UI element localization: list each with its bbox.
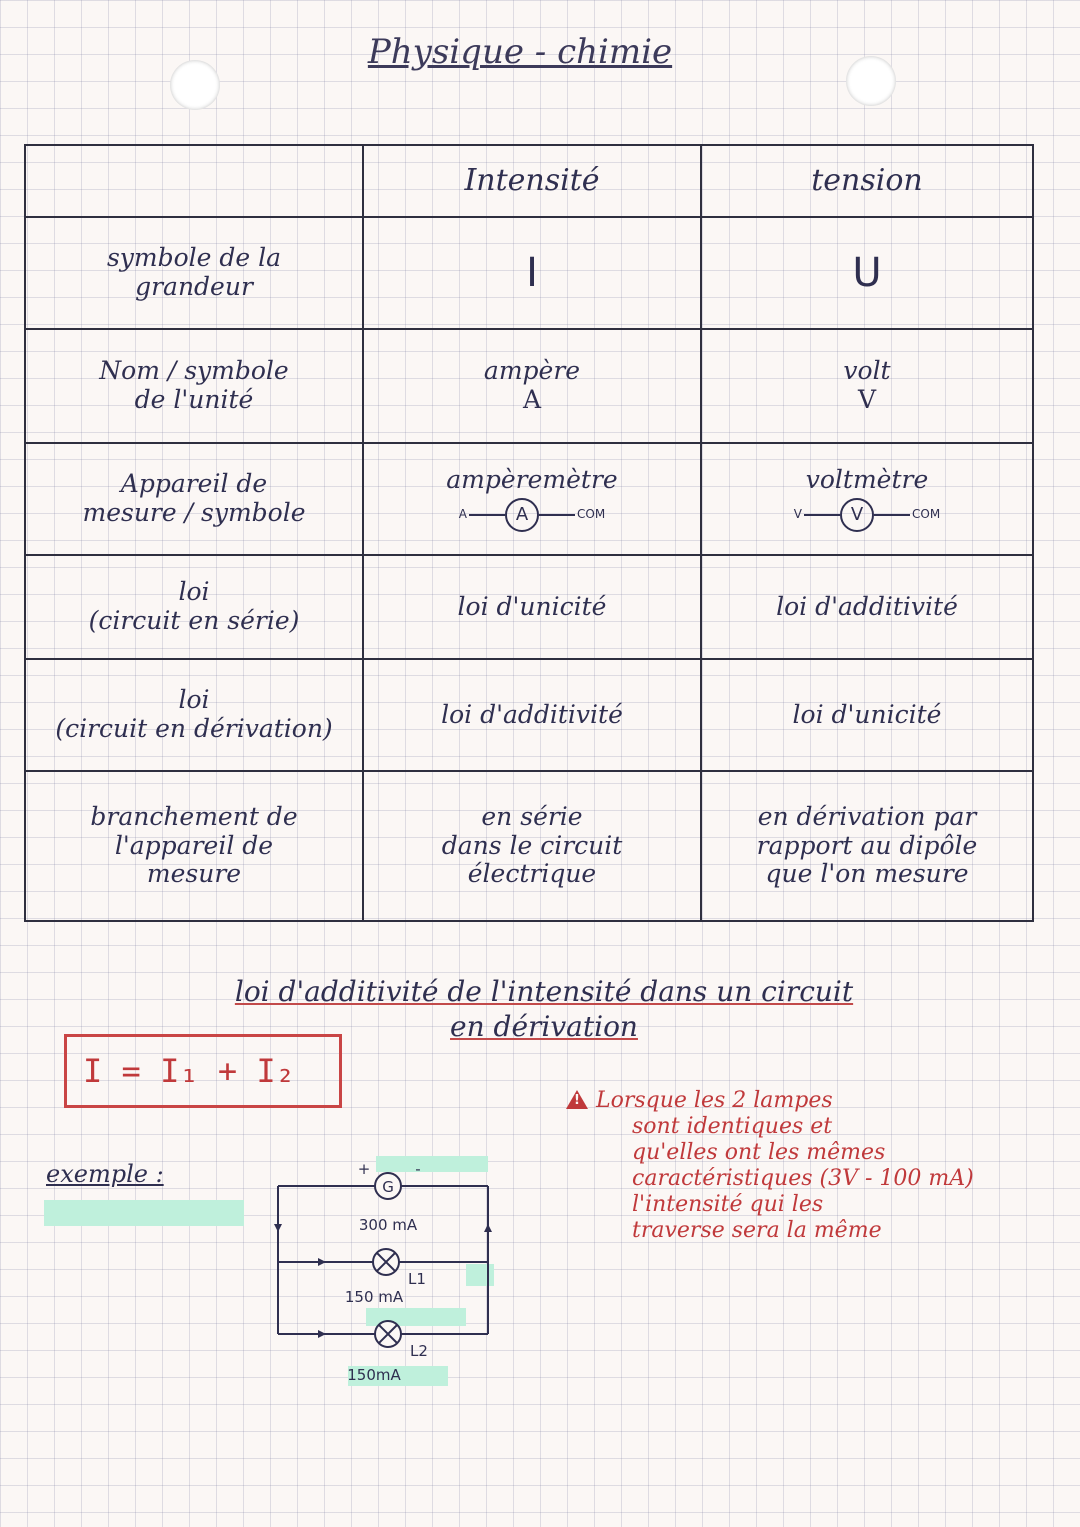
- ammeter-symbol: [457, 498, 607, 532]
- highlight-mark: [44, 1200, 244, 1226]
- cell-tension: [701, 443, 1033, 555]
- terminal-label: COM: [912, 507, 941, 522]
- row-label-line: loi: [178, 685, 210, 715]
- table-header-row: [25, 145, 1033, 217]
- law-heading-line: en dérivation: [450, 1010, 638, 1043]
- punch-hole-right: [846, 56, 896, 106]
- wire: [469, 514, 505, 516]
- lamp1-label: L1: [408, 1270, 426, 1288]
- arrow-icon: [484, 1224, 492, 1232]
- ammeter-icon: A: [505, 498, 539, 532]
- current-total-label: 300 mA: [358, 1216, 418, 1234]
- punch-hole-left: [170, 60, 220, 110]
- voltmeter-symbol: [792, 498, 942, 532]
- generator-label: G: [382, 1178, 394, 1196]
- voltmeter-icon: V: [840, 498, 874, 532]
- example-label: exemple :: [46, 1160, 164, 1188]
- row-label-line: l'appareil de: [114, 830, 274, 860]
- table-header-intensite: Intensité: [363, 145, 701, 217]
- cell-tension: [701, 329, 1033, 443]
- wire: [804, 514, 840, 516]
- row-label: [25, 771, 363, 921]
- wire: [539, 514, 575, 516]
- row-label-line: (circuit en dérivation): [55, 714, 333, 743]
- table-header-empty: [25, 145, 363, 217]
- cell-line: rapport au dipôle: [756, 830, 978, 860]
- warning-note: [566, 1088, 1046, 1244]
- cell-tension: [701, 771, 1033, 921]
- row-label-line: loi: [178, 577, 210, 607]
- table-row: [25, 555, 1033, 659]
- generator-minus: -: [415, 1160, 421, 1178]
- warning-line: sont identiques et: [632, 1113, 833, 1139]
- unit-symbol: V: [857, 385, 877, 414]
- symbol-u: U: [852, 250, 882, 296]
- cell-line: électrique: [467, 859, 597, 889]
- row-label-line: branchement de: [90, 801, 298, 831]
- formula-box: I = I₁ + I₂: [64, 1034, 342, 1108]
- warning-line: traverse sera la même: [632, 1217, 882, 1243]
- law-heading: [74, 975, 1014, 1043]
- unit-name: volt: [843, 356, 891, 386]
- terminal-label: V: [793, 507, 803, 522]
- cell-tension: loi d'additivité: [701, 555, 1033, 659]
- device-name: ampèremètre: [446, 464, 618, 494]
- row-label-line: (circuit en série): [88, 606, 300, 635]
- highlight-mark: [466, 1264, 494, 1286]
- current-1-label: 150 mA: [344, 1288, 404, 1306]
- table-header-tension: tension: [701, 145, 1033, 217]
- arrow-icon: [274, 1224, 282, 1232]
- warning-line: caractéristiques (3V - 100 mA): [632, 1165, 974, 1191]
- unit-symbol: A: [522, 385, 542, 414]
- cell-intensite: [363, 771, 701, 921]
- cell-line: en dérivation par: [757, 801, 977, 831]
- arrow-icon: [318, 1258, 326, 1266]
- cell-intensite: [363, 329, 701, 443]
- highlight-mark: [376, 1156, 488, 1172]
- row-label-line: mesure: [146, 859, 242, 889]
- cell-line: en série: [481, 801, 583, 831]
- cell-intensite: [363, 217, 701, 329]
- page-title: Physique - chimie: [367, 32, 673, 72]
- cell-tension: loi d'unicité: [701, 659, 1033, 771]
- arrow-icon: [318, 1330, 326, 1338]
- table-row: [25, 217, 1033, 329]
- row-label-line: Appareil de: [120, 469, 268, 499]
- row-label: [25, 329, 363, 443]
- row-label-line: de l'unité: [134, 385, 254, 414]
- generator-plus: +: [357, 1160, 371, 1178]
- table-row: [25, 329, 1033, 443]
- warning-line: [566, 1088, 1046, 1114]
- current-2-label: 150mA: [347, 1366, 401, 1384]
- unit-name: ampère: [483, 356, 581, 386]
- wire: [874, 514, 910, 516]
- row-label: [25, 443, 363, 555]
- warning-line: qu'elles ont les mêmes: [632, 1139, 886, 1165]
- row-label: [25, 555, 363, 659]
- cell-tension: [701, 217, 1033, 329]
- row-label-line: Nom / symbole: [99, 356, 289, 386]
- row-label: [25, 217, 363, 329]
- table-row: [25, 771, 1033, 921]
- row-label: [25, 659, 363, 771]
- cell-intensite: [363, 443, 701, 555]
- warning-line: l'intensité qui les: [632, 1191, 824, 1217]
- table-row: [25, 659, 1033, 771]
- table-row: [25, 443, 1033, 555]
- cell-line: dans le circuit: [441, 830, 623, 860]
- row-label-line: symbole de la: [106, 243, 282, 273]
- warning-icon: [566, 1090, 588, 1109]
- terminal-label: COM: [577, 507, 606, 522]
- terminal-label: A: [458, 507, 468, 522]
- comparison-table: [24, 144, 1034, 922]
- circuit-diagram: [258, 1144, 508, 1394]
- cell-intensite: loi d'unicité: [363, 555, 701, 659]
- device-name: voltmètre: [805, 464, 929, 494]
- warning-text: Lorsque les 2 lampes: [596, 1088, 833, 1113]
- cell-line: que l'on mesure: [765, 859, 969, 889]
- row-label-line: grandeur: [135, 272, 253, 301]
- law-heading-line: loi d'additivité de l'intensité dans un circuit: [234, 975, 854, 1008]
- cell-intensite: loi d'additivité: [363, 659, 701, 771]
- lamp2-label: L2: [410, 1342, 428, 1360]
- row-label-line: mesure / symbole: [82, 498, 306, 527]
- symbol-i: I: [526, 250, 538, 296]
